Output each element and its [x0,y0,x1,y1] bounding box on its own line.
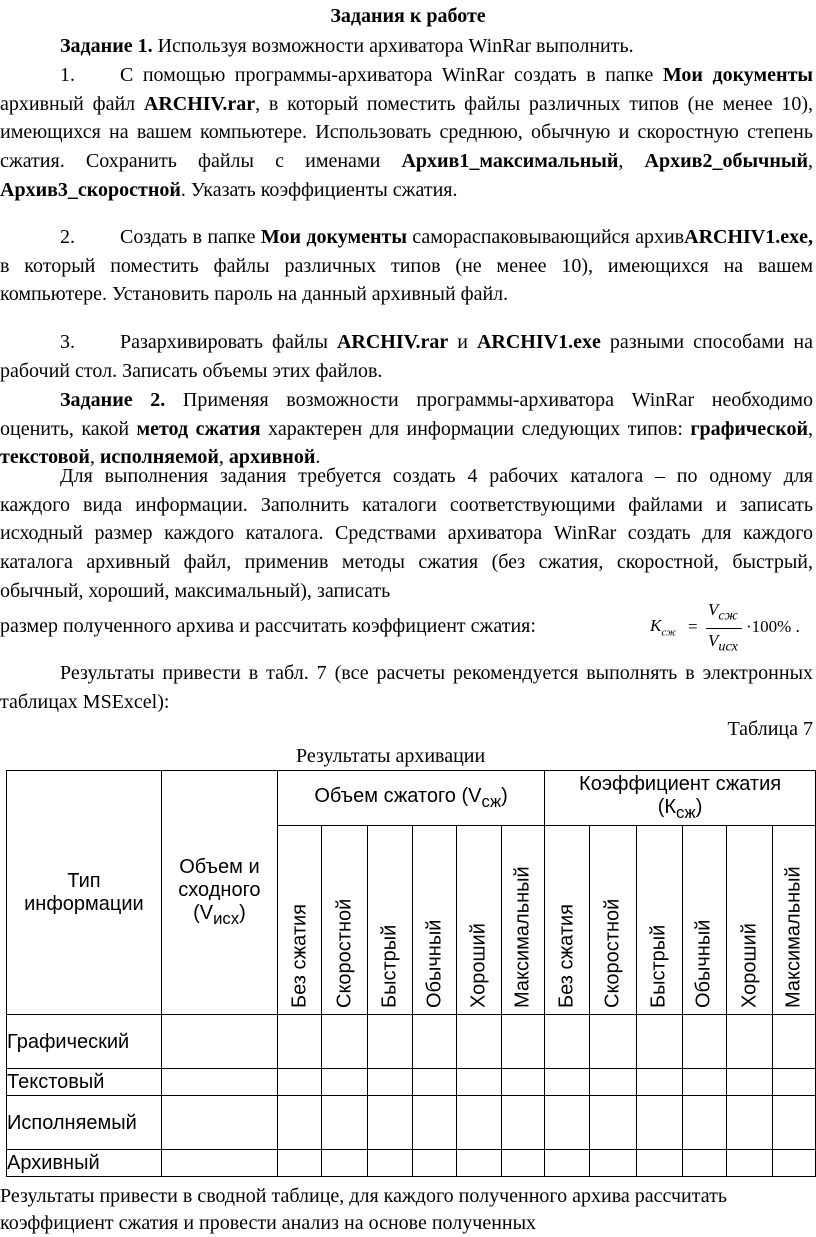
table-caption: Таблица 7 [727,718,813,740]
table-cell [161,1150,277,1177]
table-cell [368,1096,413,1150]
item1-bold-name1: Архив1_максимальный [401,150,619,173]
task1-intro [0,32,813,61]
row-label [7,1096,162,1150]
table-cell [502,1150,545,1177]
method-header [457,826,502,1015]
header-ratio-end: ) [695,796,703,818]
method-label: Быстрый [378,924,401,1008]
table-cell [413,1015,457,1069]
row-label-text: Архивный [7,1152,100,1174]
task2-bold-graphic: графической [690,417,808,440]
method-label: Хороший [738,923,761,1008]
task1-item1 [0,61,813,205]
formula-numerator [708,600,738,624]
item3-bold-archive1: ARCHIV.rar [336,331,449,353]
method-header [682,826,727,1015]
table-row [7,1096,816,1150]
table-cell [727,1096,773,1150]
row-label [7,1150,162,1177]
method-label: Хороший [467,923,490,1008]
item1-bold-folder: Мои документы [662,64,814,86]
table-row [7,1069,816,1096]
method-label: Скоростной [333,898,356,1008]
item3-bold-archive2: ARCHIV1.exe [476,331,601,353]
table-cell [322,1150,368,1177]
table-cell [545,1096,590,1150]
item3-number: 3. [60,331,75,353]
table-cell [368,1015,413,1069]
header-ratio-main: Коэффициент сжатия (К [579,773,782,818]
method-header [773,826,816,1015]
item1-bold-name3: Архив3_скоростной [0,178,181,201]
task2-text-4: , [89,446,100,469]
row-label [7,1069,162,1096]
method-header [502,826,545,1015]
table-title: Результаты архивации [296,745,486,767]
table-cell [502,1096,545,1150]
table-row [7,1150,816,1177]
method-label: Максимальный [511,866,534,1008]
table-cell [413,1150,457,1177]
task1-item3 [0,328,813,385]
header-compressed-end: ) [501,784,508,807]
table-cell [727,1015,773,1069]
table-cell [636,1069,682,1096]
header-info-type-text: Тип информации [24,869,144,915]
method-header [545,826,590,1015]
task2-bold-method: метод сжатия [136,417,261,440]
task2-results-note-text: Результаты привести в табл. 7 (все расчеты рекомендуется выполнять в электронных таблицах MSExcel): [0,662,813,713]
task2-text-1: Применяя возможности программы-архиватора WinRar необходимо оценить, какой [0,389,813,440]
footer-paragraph: Результаты привести в сводной таблице, для каждого полученного архива рассчитать коэффициент сжатия и провести анализ на основе полученных [0,1185,727,1234]
method-header [636,826,682,1015]
method-header [368,826,413,1015]
method-label: Обычный [692,919,715,1008]
table-cell [545,1015,590,1069]
method-label: Без сжатия [288,904,311,1008]
method-header [589,826,636,1015]
header-info-type [7,771,162,1015]
header-source-end: ) [239,902,246,924]
task1-label: Задание 1. [60,35,153,57]
table-cell [589,1015,636,1069]
formula-multiplier: ·100% . [746,617,800,636]
method-header [727,826,773,1015]
table-cell [682,1069,727,1096]
item3-text-1: Разархивировать файлы [120,331,337,353]
page-title: Задания к работе [330,5,486,27]
formula-k [650,616,676,638]
table-cell [773,1096,816,1150]
item1-text-2: архивный файл [0,92,144,115]
table-cell [589,1096,636,1150]
table-cell [161,1015,277,1069]
method-header [278,826,322,1015]
table-cell [727,1069,773,1096]
table-cell [636,1150,682,1177]
table-cell [636,1015,682,1069]
task2-results-note [0,659,813,716]
table-cell [773,1150,816,1177]
table-cell [413,1096,457,1150]
table-row [7,1015,816,1069]
table-cell [457,1096,502,1150]
table-cell [682,1015,727,1069]
table-cell [457,1015,502,1069]
table-cell [278,1096,322,1150]
method-label: Быстрый [647,924,670,1008]
table-cell [589,1150,636,1177]
task1-intro-text: Используя возможности архиватора WinRar выполнить. [152,35,634,57]
header-source-size-text [174,856,264,929]
formula-k-sub: сж [661,626,677,639]
table-cell [457,1150,502,1177]
task2-bold-archive: архивной [228,446,316,469]
table-cell [502,1015,545,1069]
table-cell [457,1069,502,1096]
formula-num-sub: сж [718,607,738,624]
method-header [322,826,368,1015]
table-cell [636,1096,682,1150]
table-cell [368,1069,413,1096]
row-label-text: Исполняемый [7,1111,137,1134]
task1-item2 [0,223,813,309]
formula-den-symbol: V [708,631,719,650]
method-header [413,826,457,1015]
formula-line [0,598,816,662]
table-cell [727,1150,773,1177]
table-header-row-1 [7,771,816,826]
table-cell [682,1096,727,1150]
item2-number: 2. [60,226,75,248]
table-cell [161,1069,277,1096]
method-label: Без сжатия [555,904,578,1008]
table-cell [368,1150,413,1177]
compression-ratio-formula [650,598,816,662]
formula-equals: = [688,617,698,636]
item3-text-3: разными способами на рабочий стол. Записать объемы этих файлов. [0,331,814,382]
table-cell [322,1069,368,1096]
table-cell [773,1015,816,1069]
header-compressed-size [278,771,545,826]
header-source-size [161,771,277,1015]
formula-denominator [708,631,738,655]
results-table [6,770,816,1177]
formula-num-symbol: V [708,600,719,619]
method-label: Максимальный [782,866,805,1008]
table-cell [278,1015,322,1069]
item1-bold-archive: ARCHIV.rar [143,92,256,115]
task2-intro [0,386,813,472]
table-cell [773,1069,816,1096]
task2-bold-executable: исполняемой [99,446,219,469]
header-compressed-sub: сж [481,791,502,811]
header-ratio-sub: сж [676,803,696,822]
formula-k-symbol: K [650,616,662,635]
task2-text-6: . [315,446,321,469]
task2-label: Задание 2. [60,389,166,411]
row-label-text: Текстовый [7,1071,105,1093]
item2-text-2: самораспаковывающийся архив [406,226,685,248]
task2-paragraph-text: Для выполнения задания требуется создать 4 рабочих каталога – по одному для каждого вида информации. Заполнить каталоги соответствующими файлами и записать исходный размер каждого каталога. Средствами архиватора WinRar создать для каждого каталога архивный файл, применив методы сжатия (без сжатия, скоростной, быстрый, обычный, хороший, максимальный), записать [0,465,813,602]
task2-text-3: , [808,417,813,440]
method-label: Скоростной [601,898,624,1008]
item1-text-5: , [808,150,813,173]
header-source-main: Объем исходного (V [178,856,261,924]
row-label-text: Графический [7,1030,130,1053]
table-cell [161,1096,277,1150]
task2-text-2: характерен для информации следующих типов: [260,417,691,440]
item2-bold-archive: ARCHIV1.exe, [684,226,813,248]
item3-text-2: и [448,331,477,353]
task2-text-5: , [218,446,229,469]
table-cell [413,1069,457,1096]
header-compressed-main: Объем сжатого (V [314,784,482,807]
formula-fraction-bar [706,628,742,629]
table-cell [545,1150,590,1177]
header-ratio-text [565,773,795,823]
table-cell [545,1069,590,1096]
header-source-sub: исх [213,909,240,928]
header-compression-ratio [545,771,816,826]
item2-text-1: Создать в папке [120,226,261,248]
table-cell [322,1096,368,1150]
formula-lead-text: размер полученного архива и рассчитать коэффициент сжатия: [0,615,536,637]
table-cell [278,1069,322,1096]
table-cell [682,1150,727,1177]
table-cell [502,1069,545,1096]
item1-text-1: С помощью программы-архиватора WinRar создать в папке [120,64,663,86]
item1-text-4: , [618,150,645,173]
method-label: Обычный [423,919,446,1008]
formula-den-sub: исх [718,638,738,655]
task2-bold-text: текстовой [0,446,90,469]
table-cell [322,1015,368,1069]
item1-number: 1. [60,64,75,86]
task2-paragraph [0,462,813,606]
table-cell [278,1150,322,1177]
item1-text-3: , в который поместить файлы различных типов (не менее 10), имеющихся на вашем компьютере. Использовать среднюю, обычную и скоростную степень сжатия. Сохранить файлы с именами [0,92,813,173]
item1-text-6: . Указать коэффициенты сжатия. [180,178,458,201]
table-cell [589,1069,636,1096]
item1-bold-name2: Архив2_обычный [644,150,808,173]
row-label [7,1015,162,1069]
item2-bold-folder: Мои документы [260,226,407,248]
item2-text-3: в который поместить файлы различных типов (не менее 10), имеющихся на вашем компьютере. Установить пароль на данный архивный файл. [0,254,813,306]
